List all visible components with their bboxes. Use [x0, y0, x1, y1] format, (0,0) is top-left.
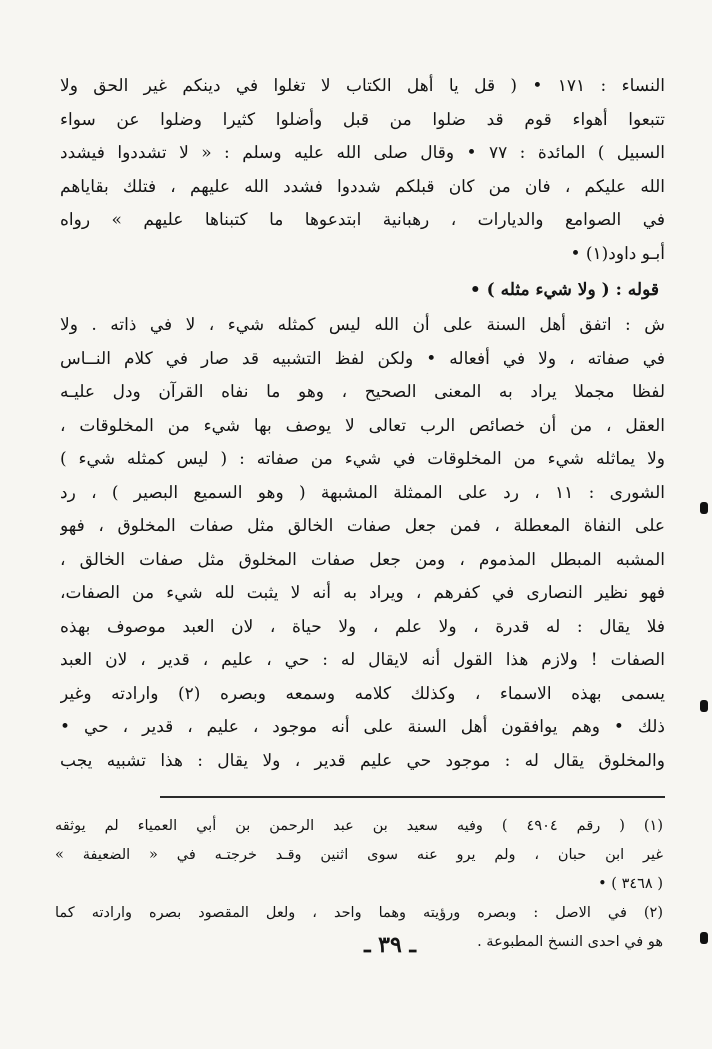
commentary-line: في صفاته ، ولا في أفعاله • ولكن لفظ التشبيه قد صار في كلام النــاس	[60, 348, 665, 369]
footnote-divider	[160, 796, 665, 798]
commentary-line: يسمى بهذه الاسماء ، وكذلك كلامه وسمعه وبصره (٢) وارادته وغير	[60, 683, 665, 704]
body-line: النساء : ١٧١ • ( قل يا أهل الكتاب لا تغلوا في دينكم غير الحق ولا	[60, 76, 665, 96]
commentary-line: ولا يماثله شيء من المخلوقات في شيء من صفاته : ( ليس كمثله شيء )	[60, 449, 665, 469]
margin-mark-icon	[700, 502, 708, 514]
body-line: أبـو داود(١) •	[570, 243, 665, 264]
commentary-line: ذلك • وهم يوافقون أهل السنة على أنه موجود ، عليم ، قدير ، حي •	[60, 717, 665, 737]
commentary-line: ش : اتفق أهل السنة على أن الله ليس كمثله شيء ، لا في ذاته . ولا	[60, 315, 665, 335]
commentary-line: المشبه المبطل المذموم ، ومن جعل صفات المخلوق مثل صفات الخالق ،	[60, 549, 665, 570]
footnote-line: هو في احدى النسخ المطبوعة .	[477, 934, 663, 950]
body-line: الله عليكم ، فان من كان قبلكم شددوا فشدد الله عليهم ، فتلك بقاياهم	[60, 176, 665, 197]
body-line: السبيل ) المائدة : ٧٧ • وقال صلى الله عليه وسلم : « لا تشددوا فيشدد	[60, 143, 665, 163]
commentary-line: الصفات ! ولازم هذا القول أنه لايقال له : حي ، عليم ، قدير ، لان العبد	[60, 650, 665, 670]
commentary-line: لفظا مجملا يراد به المعنى الصحيح ، وهو ما نفاه القرآن ودل عليـه	[60, 382, 665, 402]
main-text	[60, 70, 665, 778]
commentary-line: فهو نظير النصارى في كفرهم ، ويراد به أنه لا يثبت لله شيء من الصفات،	[60, 583, 665, 603]
margin-mark-icon	[700, 932, 708, 944]
commentary-line: الشورى : ١١ ، رد على الممثلة المشبهة ( وهو السميع البصير ) ، رد	[60, 482, 665, 503]
section-heading: قوله : ( ولا شيء مثله ) •	[469, 280, 659, 300]
footnote-line: (١) ( رقم ٤٩٠٤ ) وفيه سعيد بن عبد الرحمن بن أبي العمياء لم يوثقه	[55, 818, 663, 834]
margin-mark-icon	[700, 700, 708, 712]
footnote-line: ( ٣٤٦٨ ) •	[598, 876, 663, 892]
page-number: ـ ٣٩ ـ	[364, 932, 416, 958]
commentary-line: العقل ، من أن خصائص الرب تعالى لا يوصف بها شيء من المخلوقات ،	[60, 415, 665, 436]
footnote-line: (٢) في الاصل : وبصره ورؤيته وهما واحد ، ولعل المقصود بصره وارادته كما	[55, 905, 663, 921]
commentary-line: والمخلوق يقال له : موجود حي عليم قدير ، ولا يقال : هذا تشبيه يجب	[60, 750, 665, 771]
commentary-line: على النفاة المعطلة ، فمن جعل صفات الخالق مثل صفات المخلوق ، فهو	[60, 516, 665, 536]
commentary-line: فلا يقال : له قدرة ، ولا علم ، ولا حياة ، لان العبد موصوف بهذه	[60, 616, 665, 637]
body-line: في الصوامع والديارات ، رهبانية ابتدعوها ما كتبناها عليهم » رواه	[60, 210, 665, 230]
body-line: تتبعوا أهواء قوم قد ضلوا من قبل وأضلوا كثيرا وضلوا عن سواء	[60, 109, 665, 130]
footnote-line: غير ابن حبان ، ولم يرو عنه سوى اثنين وقـد خرجتـه في « الضعيفة »	[55, 847, 663, 863]
